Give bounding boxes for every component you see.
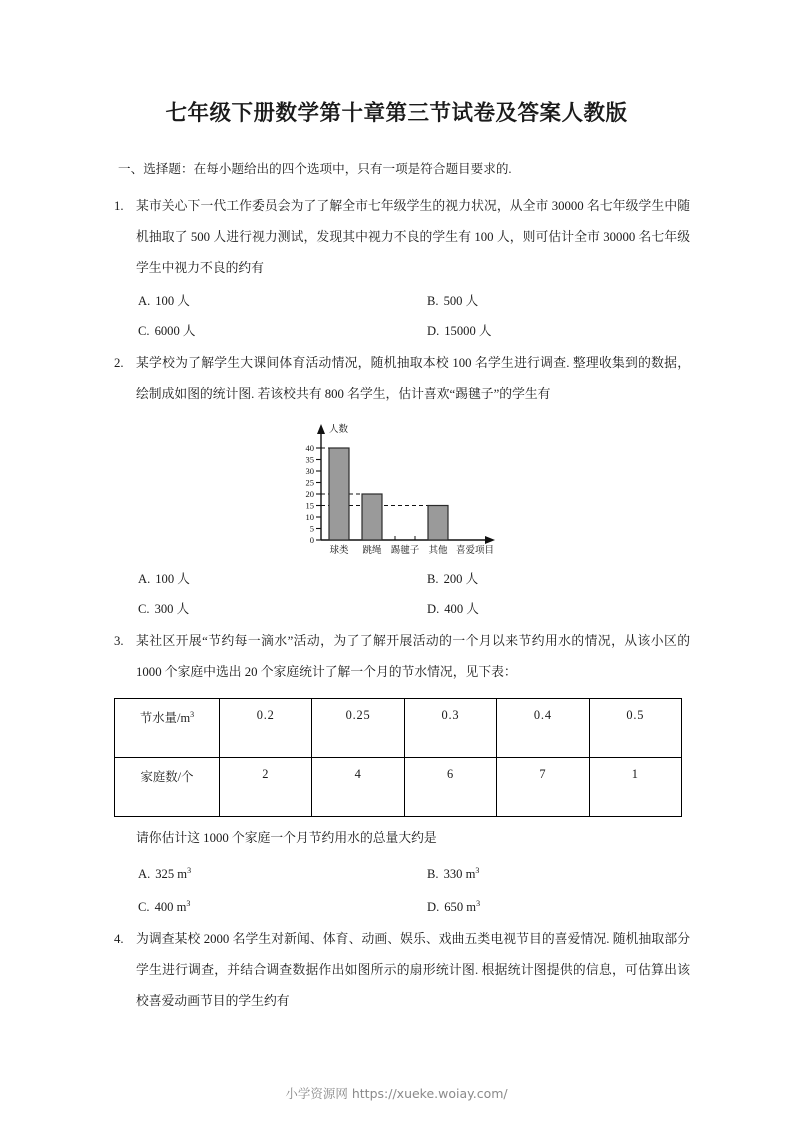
option-label: C. [138,900,150,915]
table-cell: 0.5 [589,698,681,757]
option-unit-sup: 3 [476,899,481,909]
option-label: D. [427,323,440,338]
option-2-D[interactable] [401,594,690,624]
table-cell: 4 [312,757,404,816]
footer-url: https://xueke.woiay.com/ [351,1086,508,1101]
question-1-text: 某市关心下一代工作委员会为了了解全市七年级学生的视力状况，从全市 30000 名七年级学生中随机抽取了 500 人进行视力测试，发现其中视力不良的学生有 100 人，则可估计全市 30000 名七年级学生中视力不良的约有 [136,198,690,275]
option-3-D[interactable] [401,889,690,922]
question-2-options [112,564,690,624]
chart-xlabel: 喜爱项目 [455,544,495,556]
bar-chart [285,418,517,558]
option-2-B[interactable] [401,564,690,594]
question-4-number: 4. [114,932,124,947]
option-value: 100 人 [155,571,190,586]
section-heading: 一、选择题：在每小题给出的四个选项中，只有一项是符合题目要求的. [118,162,512,176]
page-title: 七年级下册数学第十章第三节试卷及答案人教版 [165,101,628,125]
water-saving-table [114,698,682,817]
option-unit-sup: 3 [475,865,480,875]
question-2-number: 2. [114,355,124,370]
xlabel-tijianzi: 踢毽子 [390,544,420,556]
table-cell: 0.3 [404,698,496,757]
option-unit: m [177,867,188,882]
table-rowhead-amount [115,698,220,757]
chart-ylabel: 人数 [329,423,349,435]
option-1-B[interactable] [401,286,690,316]
option-unit: m [465,867,476,882]
question-1-options [112,286,690,346]
option-label: A. [138,293,151,308]
table-row [115,698,682,757]
option-label: B. [427,293,439,308]
table-row [115,757,682,816]
option-label: B. [427,571,439,586]
ytick-25: 25 [305,477,314,488]
option-value: 325 [155,867,175,882]
table-cell: 7 [497,757,589,816]
ytick-20: 20 [305,488,314,499]
question-4 [112,924,690,1017]
question-2 [112,348,690,624]
xlabel-qiulei: 球类 [329,544,349,556]
footer-site-name: 小学资源网 [285,1086,348,1101]
table-rowhead-families [115,757,220,816]
table-cell: 0.2 [220,698,312,757]
ytick-40: 40 [305,442,314,453]
option-2-A[interactable] [112,564,401,594]
footer-watermark [0,1084,793,1102]
option-1-A[interactable] [112,286,401,316]
question-4-text: 为调查某校 2000 名学生对新闻、体育、动画、娱乐、戏曲五类电视节目的喜爱情况. 随机抽取部分学生进行调查，并结合调查数据作出如图所示的扇形统计图. 根据统计图提供的信息，可估算出该校喜爱动画节目的学生约有 [136,932,690,1009]
option-label: A. [138,867,151,882]
bar-qiulei [329,448,349,540]
question-1 [112,191,690,346]
option-value: 15000 人 [444,323,492,338]
option-unit: m [176,900,187,915]
option-label: D. [427,900,440,915]
option-value: 650 [444,900,464,915]
table-cell: 1 [589,757,681,816]
question-3-options [112,856,690,922]
option-2-C[interactable] [112,594,401,624]
table-cell: 0.25 [312,698,404,757]
xlabel-qita: 其他 [428,544,448,556]
option-value: 200 人 [443,571,479,586]
option-1-C[interactable] [112,316,401,346]
bar-qita [428,505,448,540]
ytick-10: 10 [305,511,314,522]
option-value: 300 人 [154,601,190,616]
ytick-15: 15 [305,500,314,511]
option-1-D[interactable] [401,316,690,346]
water-saving-table-wrap [112,698,690,817]
ytick-30: 30 [305,465,314,476]
question-2-text: 某学校为了解学生大课间体育活动情况，随机抽取本校 100 名学生进行调查. 整理收集到的数据，绘制成如图的统计图. 若该校共有 800 名学生，估计喜欢“踢毽子”的学生有 [136,355,690,401]
option-label: B. [427,867,439,882]
question-3-text: 某社区开展“节约每一滴水”活动，为了了解开展活动的一个月以来节约用水的情况，从该小区的 1000 个家庭中选出 20 个家庭统计了解一个月的节水情况，见下表： [136,633,690,679]
option-unit-sup: 3 [186,899,191,909]
question-3-number: 3. [114,633,124,648]
table-cell: 6 [404,757,496,816]
option-label: A. [138,571,151,586]
option-label: D. [427,601,440,616]
option-3-A[interactable] [112,856,401,889]
ytick-35: 35 [305,454,314,465]
question-1-number: 1. [114,198,124,213]
option-value: 100 人 [155,293,190,308]
rowhead-text: 节水量/m [139,710,191,725]
option-value: 500 人 [443,293,479,308]
table-cell: 0.4 [497,698,589,757]
option-label: C. [138,323,150,338]
rowhead-sup: 3 [190,709,195,719]
option-value: 6000 人 [154,323,196,338]
ytick-0: 0 [309,534,314,545]
option-3-C[interactable] [112,889,401,922]
option-unit-sup: 3 [187,865,192,875]
option-unit: m [466,900,477,915]
table-cell: 2 [220,757,312,816]
question-3 [112,626,690,922]
option-label: C. [138,601,150,616]
rowhead-text: 家庭数/个 [140,769,194,784]
option-value: 400 [154,900,174,915]
option-value: 400 人 [444,601,479,616]
option-3-B[interactable] [401,856,690,889]
ytick-5: 5 [309,523,314,534]
bar-chart-svg [285,418,517,558]
question-3-followup: 请你估计这 1000 个家庭一个月节约用水的总量大约是 [136,830,437,845]
option-value: 330 [443,867,463,882]
bar-tiaosheng [362,494,382,540]
document-content [112,160,690,1019]
xlabel-tiaosheng: 跳绳 [362,544,382,556]
bar-chart-figure [112,418,690,558]
